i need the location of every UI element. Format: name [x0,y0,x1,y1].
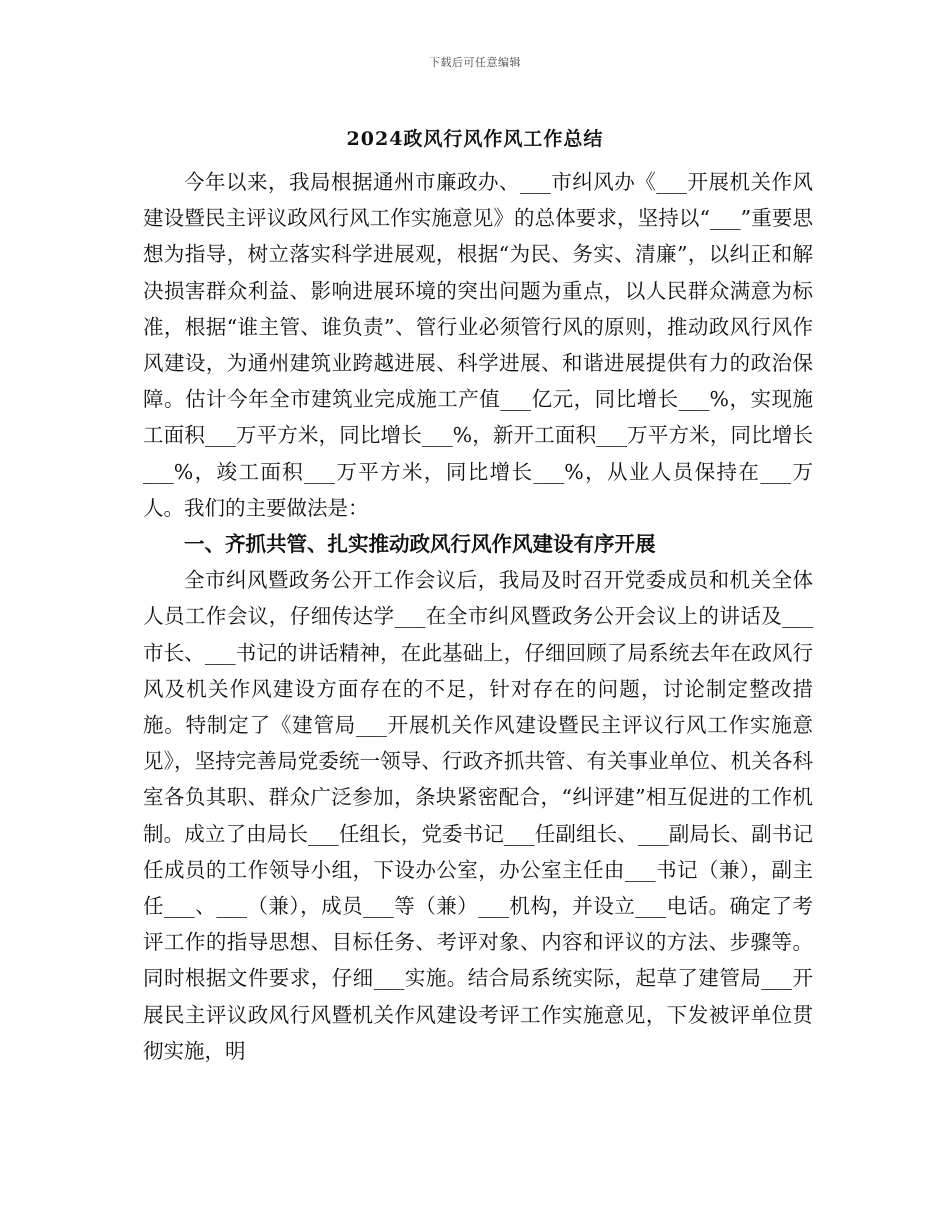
section-1-paragraph: 全市纠风暨政务公开工作会议后，我局及时召开党委成员和机关全体人员工作会议，仔细传达学___在全市纠风暨政务公开会议上的讲话及___市长、___书记的讲话精神，在此基础上，仔细回顾了局系统去年在政风行风及机关作风建设方面存在的不足，针对存在的问题，讨论制定整改措施。特制定了《建管局___开展机关作风建设暨民主评议行风工作实施意见》，坚持完善局党委统一领导、行政齐抓共管、有关事业单位、机关各科室各负其职、群众广泛参加，条块紧密配合，“纠评建”相互促进的工作机制。成立了由局长___任组长，党委书记___任副组长、___副局长、副书记任成员的工作领导小组，下设办公室，办公室主任由___书记（兼），副主任___、___（兼），成员___等（兼）___机构，并设立___电话。确定了考评工作的指导思想、目标任务、考评对象、内容和评议的方法、步骤等。同时根据文件要求，仔细___实施。结合局系统实际，起草了建管局___开展民主评议政风行风暨机关作风建设考评工作实施意见，下发被评单位贯彻实施，明 [143,568,813,1063]
document-body [143,164,813,1069]
section-heading-1: 一、齐抓共管、扎实推动政风行风作风建设有序开展 [184,532,656,557]
intro-paragraph: 今年以来，我局根据通州市廉政办、___市纠风办《___开展机关作风建设暨民主评议政风行风工作实施意见》的总体要求，坚持以“___”重要思想为指导，树立落实科学进展观，根据“为民、务实、清廉”，以纠正和解决损害群众利益、影响进展环境的突出问题为重点，以人民群众满意为标准，根据“谁主管、谁负责”、管行业必须管行风的原则，推动政风行风作风建设，为通州建筑业跨越进展、科学进展、和谐进展提供有力的政治保障。估计今年全市建筑业完成施工产值___亿元，同比增长___%，实现施工面积___万平方米，同比增长___%，新开工面积___万平方米，同比增长___%，竣工面积___万平方米，同比增长___%，从业人员保持在___万人。我们的主要做法是： [143,170,813,520]
document-title: 2024政风行风作风工作总结 [346,128,604,150]
header-note: 下载后可任意编辑 [429,56,521,69]
